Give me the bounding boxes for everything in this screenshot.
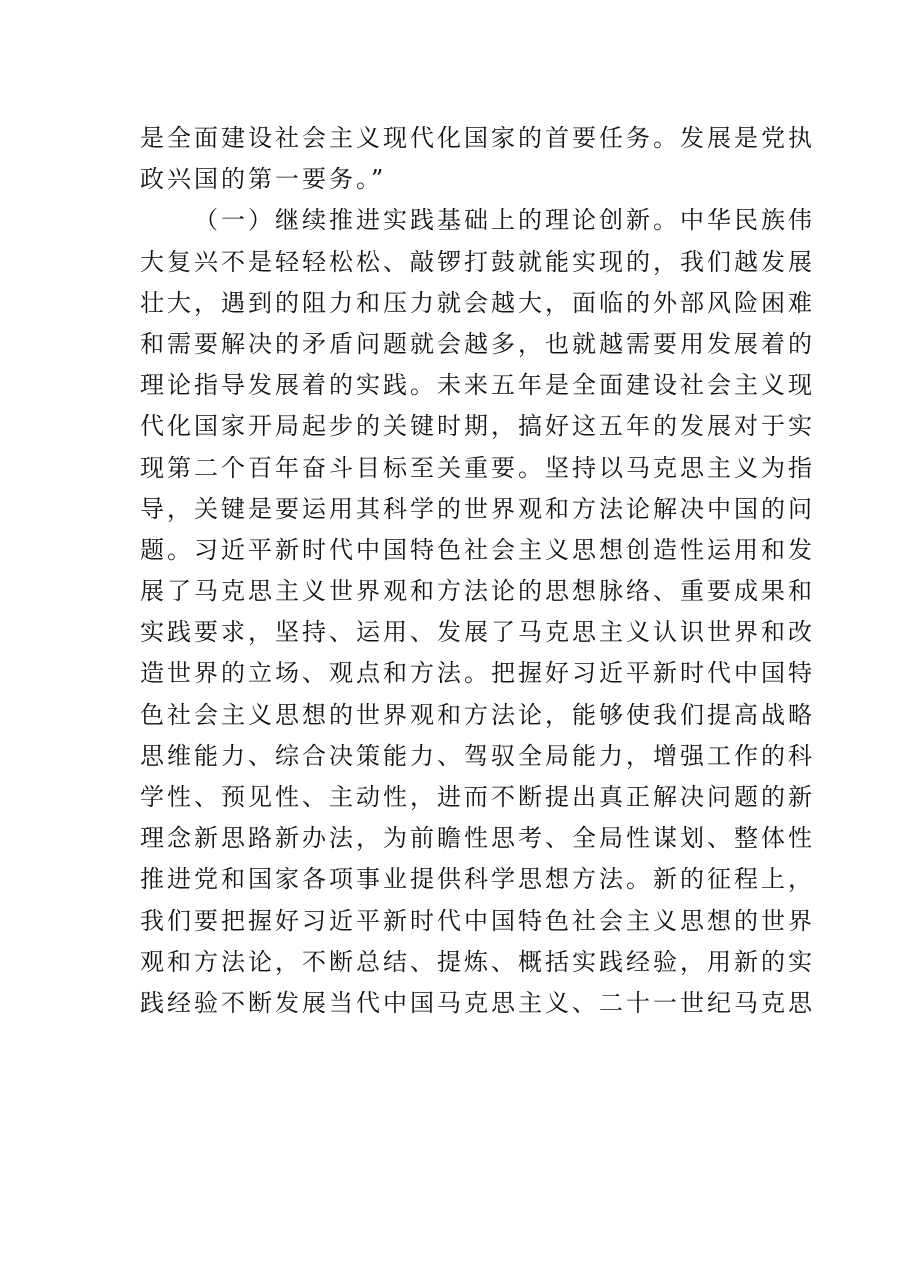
text-line: 学性、预见性、主动性，进而不断提出真正解决问题的新: [140, 783, 815, 811]
body-text: [140, 118, 815, 1024]
text-line: 和需要解决的矛盾问题就会越多，也就越需要用发展着的: [140, 329, 815, 358]
text-line: 践经验不断发展当代中国马克思主义、二十一世纪马克思: [140, 988, 815, 1017]
text-line: 大复兴不是轻轻松松、敲锣打鼓就能实现的，我们越发展: [140, 247, 815, 276]
text-line: 造世界的立场、观点和方法。把握好习近平新时代中国特: [140, 659, 815, 688]
section-heading-line: （一）继续推进实践基础上的理论创新。中华民族伟: [194, 206, 815, 235]
text-line: 理念新思路新办法，为前瞻性思考、全局性谋划、整体性: [140, 824, 815, 853]
text-line: 实践要求，坚持、运用、发展了马克思主义认识世界和改: [140, 618, 815, 647]
text-line: 现第二个百年奋斗目标至关重要。坚持以马克思主义为指: [140, 453, 815, 482]
text-line: 题。习近平新时代中国特色社会主义思想创造性运用和发: [140, 535, 815, 564]
text-line: 思维能力、综合决策能力、驾驭全局能力，增强工作的科: [140, 741, 815, 770]
text-line: 导，关键是要运用其科学的世界观和方法论解决中国的问: [140, 494, 815, 523]
text-line: 观和方法论，不断总结、提炼、概括实践经验，用新的实: [140, 947, 815, 976]
text-line: 色社会主义思想的世界观和方法论，能够使我们提高战略: [140, 700, 815, 729]
text-line: 展了马克思主义世界观和方法论的思想脉络、重要成果和: [140, 577, 815, 606]
text-line: 理论指导发展着的实践。未来五年是全面建设社会主义现: [140, 371, 815, 400]
text-line: 我们要把握好习近平新时代中国特色社会主义思想的世界: [140, 906, 815, 935]
text-line: 政兴国的第一要务。”: [140, 165, 387, 194]
text-line: 是全面建设社会主义现代化国家的首要任务。发展是党执: [140, 124, 815, 152]
text-line: 壮大，遇到的阻力和压力就会越大，面临的外部风险困难: [140, 288, 815, 317]
text-line: 代化国家开局起步的关键时期，搞好这五年的发展对于实: [140, 412, 815, 441]
text-line: 推进党和国家各项事业提供科学思想方法。新的征程上，: [140, 865, 815, 894]
